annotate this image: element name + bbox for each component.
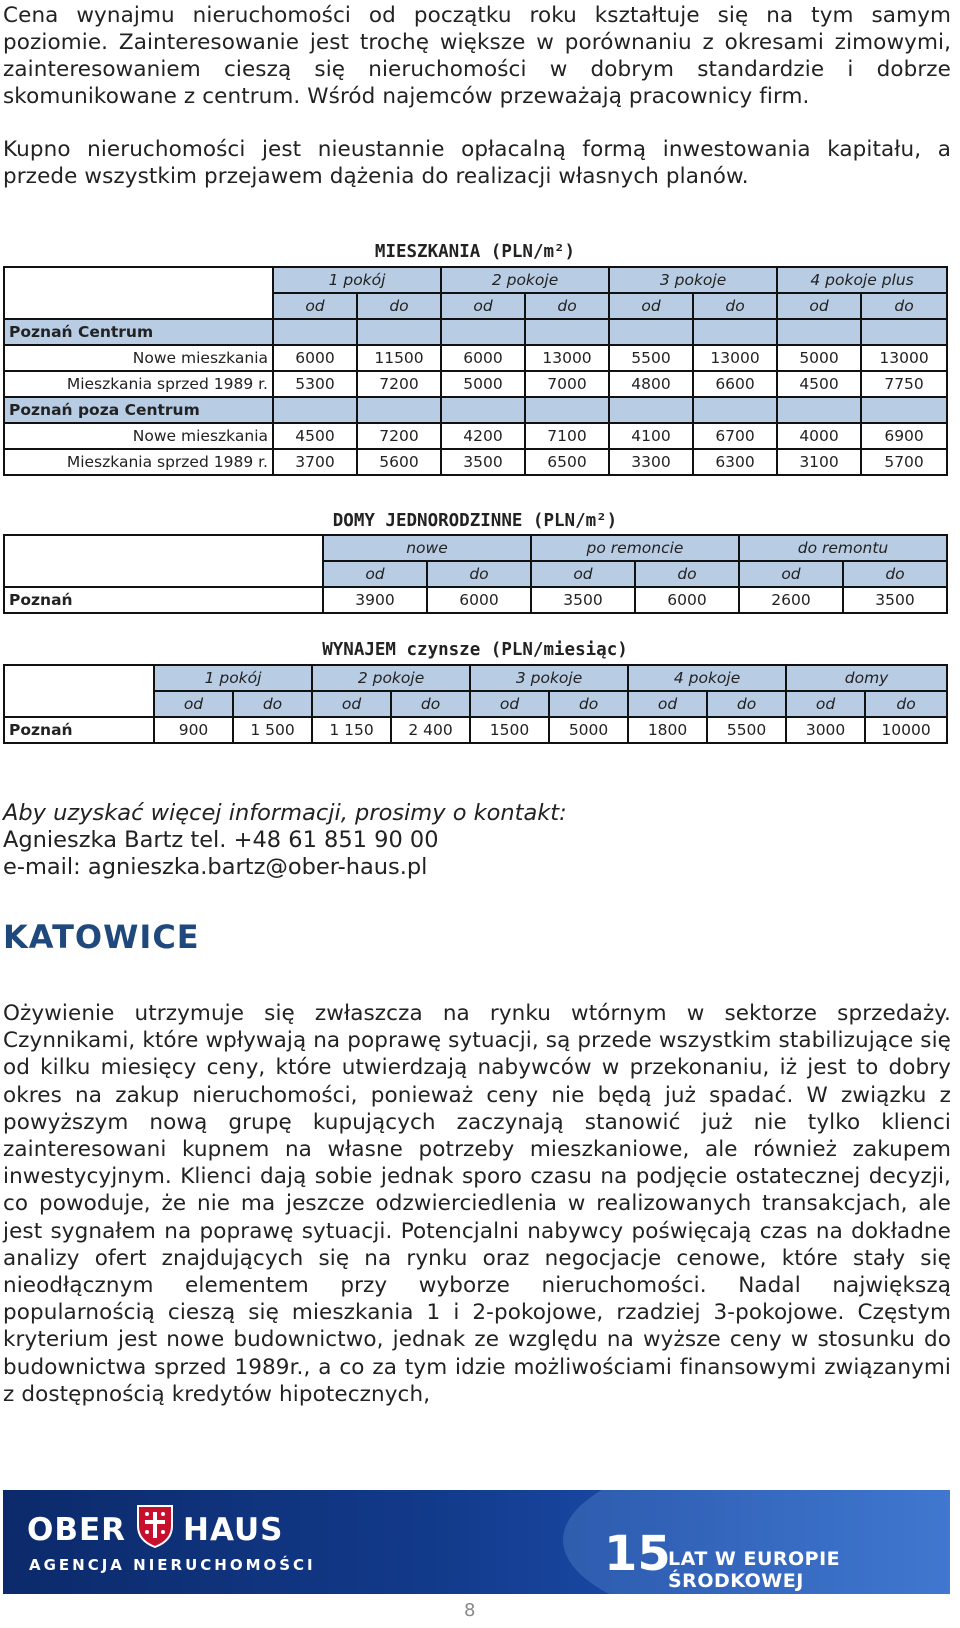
group-header: nowe [323,535,531,561]
col-od: od [609,293,693,319]
section-header: Poznań poza Centrum [4,397,273,423]
col-od: od [777,293,861,319]
col-do: do [861,293,947,319]
group-header: po remoncie [531,535,739,561]
group-header: 3 pokoje [609,267,777,293]
cell: 6000 [635,587,739,613]
cell: 2600 [739,587,843,613]
col-do: do [427,561,531,587]
col-do: do [635,561,739,587]
mieszkania-table [3,266,948,476]
contact-intro: Aby uzyskać więcej informacji, prosimy o kontakt: [3,800,567,826]
cell: 3900 [323,587,427,613]
domy-table [3,534,948,614]
section-header: Poznań Centrum [4,319,273,345]
cell: 1500 [470,717,549,743]
cell: 13000 [525,345,609,371]
cell: 5600 [357,449,441,475]
cell: 3500 [843,587,947,613]
col-od: od [273,293,357,319]
cell: 2 400 [391,717,470,743]
cell: 6700 [693,423,777,449]
cell: 4000 [777,423,861,449]
cell: 900 [154,717,233,743]
intro-paragraph-1: Cena wynajmu nieruchomości od początku roku kształtuje się na tym samym poziomie. Zainteresowanie jest trochę większe w porównaniu z okresami zimowymi, zainteresowaniem cieszą się nieruchomości w dobrym standardzie i dobrze skomunikowane z centrum. Wśród najemców przeważają pracownicy firm. [3,3,951,109]
cell: 10000 [865,717,947,743]
cell: 1 150 [312,717,391,743]
group-header: domy [786,665,947,691]
col-od: od [739,561,843,587]
col-do: do [391,691,470,717]
cell: 4100 [609,423,693,449]
contact-email[interactable]: e-mail: agnieszka.bartz@ober-haus.pl [3,854,428,880]
cell: 7200 [357,423,441,449]
table-row [4,449,947,475]
col-do: do [233,691,312,717]
group-header: 1 pokój [273,267,441,293]
table-row [4,371,947,397]
cell: 6500 [525,449,609,475]
wynajem-title: WYNAJEM czynsze (PLN/miesiąc) [322,640,628,660]
cell: 3700 [273,449,357,475]
cell: 4500 [777,371,861,397]
table-row [4,423,947,449]
table-corner [4,267,273,319]
cell: 5700 [861,449,947,475]
col-do: do [693,293,777,319]
group-header: 4 pokoje [628,665,786,691]
cell: 1800 [628,717,707,743]
row-label: Nowe mieszkania [4,423,273,449]
logo-subtitle: AGENCJA NIERUCHOMOŚCI [29,1556,316,1574]
ober-haus-banner [3,1490,950,1594]
anniversary-number: 15 [604,1526,671,1582]
cell: 3300 [609,449,693,475]
group-header: do remontu [739,535,947,561]
col-do: do [843,561,947,587]
col-od: od [531,561,635,587]
row-label: Poznań [4,717,154,743]
col-od: od [470,691,549,717]
group-header: 2 pokoje [312,665,470,691]
section-heading-katowice: KATOWICE [3,918,200,956]
ober-haus-crest-icon [135,1502,175,1548]
col-od: od [154,691,233,717]
anniversary-tagline: LAT W EUROPIE ŚRODKOWEJ [668,1548,841,1592]
contact-block [3,800,567,881]
row-label: Mieszkania sprzed 1989 r. [4,371,273,397]
cell: 5300 [273,371,357,397]
group-header: 3 pokoje [470,665,628,691]
cell: 7200 [357,371,441,397]
table-corner [4,665,154,717]
cell: 4500 [273,423,357,449]
cell: 6300 [693,449,777,475]
cell: 3100 [777,449,861,475]
cell: 6000 [273,345,357,371]
col-od: od [786,691,865,717]
cell: 5500 [609,345,693,371]
cell: 6900 [861,423,947,449]
cell: 3000 [786,717,865,743]
cell: 3500 [441,449,525,475]
wynajem-table [3,664,948,744]
cell: 7750 [861,371,947,397]
cell: 7100 [525,423,609,449]
cell: 6600 [693,371,777,397]
cell: 5500 [707,717,786,743]
intro-paragraph-2: Kupno nieruchomości jest nieustannie opłacalną formą inwestowania kapitału, a przede wszystkim przejawem dążenia do realizacji własnych planów. [3,137,951,189]
col-od: od [441,293,525,319]
cell: 1 500 [233,717,312,743]
mieszkania-title: MIESZKANIA (PLN/m²) [374,242,576,262]
cell: 11500 [357,345,441,371]
row-label: Poznań [4,587,323,613]
katowice-paragraph: Ożywienie utrzymuje się zwłaszcza na rynku wtórnym w sektorze sprzedaży. Czynnikami, które wpływają na poprawę sytuacji, są przede wszystkim stabilizujące się od kilku miesięcy ceny, które utwierdzają nabywców w przekonaniu, iż jest to dobry okres na zakup nieruchomości, ponieważ ceny nie będą już spadać. W związku z powyższym nową grupę kupujących zaczynają stanowić już nie tylko klienci zainteresowani kupnem na własne potrzeby mieszkaniowe, ale również zakupem inwestycyjnym. Klienci dają sobie jednak sporo czasu na podjęcie ostatecznej decyzji, co powoduje, że nie ma jeszcze odzwierciedlenia w realizowanych transakcjach, ale jest sygnałem na poprawę sytuacji. Potencjalni nabywcy poświęcają czas na dokładne analizy ofert znajdujących się na rynku oraz negocjacje cenowe, które stały się nieodłącznym elementem przy wyborze nieruchomości. Nadal największą popularnością cieszą się mieszkania 1 i 2-pokojowe, rzadziej 3-pokojowe. Częstym kryterium jest nowe budownictwo, jednak ze względu na wyższe ceny w stosunku do budownictwa sprzed 1989r., a co za tym idzie możliwościami finansowymi związanymi z dostępnością kredytów hipotecznych, [3,1001,951,1407]
col-do: do [525,293,609,319]
table-row [4,717,947,743]
group-header: 4 pokoje plus [777,267,947,293]
col-do: do [357,293,441,319]
group-header: 2 pokoje [441,267,609,293]
group-header: 1 pokój [154,665,312,691]
cell: 5000 [549,717,628,743]
col-do: do [707,691,786,717]
logo-ober-text: OBER [27,1512,127,1548]
cell: 13000 [861,345,947,371]
table-row [4,345,947,371]
col-do: do [865,691,947,717]
logo-haus-text: HAUS [183,1512,284,1548]
col-od: od [312,691,391,717]
cell: 13000 [693,345,777,371]
page-number: 8 [464,1600,476,1621]
domy-title: DOMY JEDNORODZINNE (PLN/m²) [332,511,618,531]
table-corner [4,535,323,587]
cell: 4800 [609,371,693,397]
cell: 6000 [441,345,525,371]
col-od: od [628,691,707,717]
cell: 5000 [777,345,861,371]
cell: 7000 [525,371,609,397]
contact-phone: Agnieszka Bartz tel. +48 61 851 90 00 [3,827,439,853]
row-label: Mieszkania sprzed 1989 r. [4,449,273,475]
table-row [4,587,947,613]
cell: 3500 [531,587,635,613]
cell: 4200 [441,423,525,449]
col-do: do [549,691,628,717]
cell: 6000 [427,587,531,613]
row-label: Nowe mieszkania [4,345,273,371]
cell: 5000 [441,371,525,397]
col-od: od [323,561,427,587]
